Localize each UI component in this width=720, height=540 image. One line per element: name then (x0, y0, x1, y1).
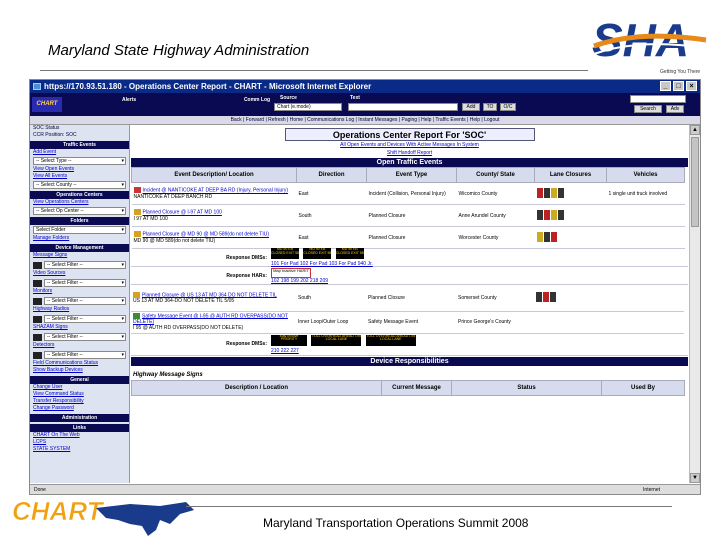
response-dms-label: Response DMSs: (226, 341, 267, 347)
search-input[interactable] (630, 95, 686, 103)
browser-title-bar (30, 80, 700, 93)
table-row[interactable] (132, 205, 685, 227)
sha-logo-text: SHA (592, 14, 690, 66)
event-type: Planned Closure (366, 285, 456, 311)
event-vehicles (607, 205, 685, 227)
col-event-description[interactable]: Event Description/ Location (132, 168, 297, 183)
message-signs-table (131, 380, 685, 396)
dms-sign[interactable]: MD 90 EB CLOSED EXIT 58 (303, 248, 331, 259)
scroll-up-icon[interactable]: ▲ (690, 125, 700, 135)
chart-logo-text: CHART (12, 496, 103, 526)
monitor-icon (33, 298, 42, 305)
shazam-icon (33, 334, 42, 341)
event-link[interactable]: Planned Closure @ MD 90 @ MD 589(do not delete TIU) (142, 231, 270, 238)
planned-closure-icon (134, 209, 141, 215)
dms-id-links[interactable]: 210 222 227 (271, 347, 299, 354)
event-type: Incident (Collision, Personal Injury) (367, 183, 457, 205)
dms-sign[interactable]: TOLL OVERHEAD AHEAD I-95 LOCAL LANE (311, 335, 361, 346)
event-type: Safety Message Event (366, 311, 456, 333)
signs-header-row (132, 380, 685, 395)
advanced-search-button[interactable]: Adv (666, 105, 684, 113)
response-dms-label: Response DMSs: (226, 254, 267, 261)
report-main (131, 125, 688, 483)
open-events-table-continued (131, 285, 684, 334)
sha-logo-subtitle: Getting You There (660, 69, 701, 75)
transfer-responsibility-link[interactable]: Transfer Responsibility (33, 398, 84, 404)
view-command-status-link[interactable]: View Command Status (33, 391, 84, 397)
col-description-location[interactable]: Description / Location (132, 380, 382, 395)
add-button[interactable]: Add (462, 103, 480, 111)
view-open-events-link[interactable]: View Open Events (33, 166, 75, 172)
shazam-signs-link[interactable]: SHAZAM Signs (33, 324, 68, 330)
close-icon[interactable]: × (686, 81, 697, 91)
scroll-thumb[interactable] (691, 137, 699, 227)
message-signs-link[interactable]: Message Signs (33, 252, 68, 258)
general-header: General (30, 376, 129, 384)
response-har-label: Response HARs: (226, 272, 267, 279)
event-vehicles (607, 227, 685, 249)
event-type: Planned Closure (367, 205, 457, 227)
event-location: US 13 AT MD 364-DO NOT DELETE TIL 5/05 (133, 297, 235, 304)
op-center-select[interactable]: -- Select Op Center -- ▾ (33, 207, 126, 215)
ccr-position: CCR Position: SOC (33, 132, 77, 138)
view-operations-centers-link[interactable]: View Operations Centers (33, 199, 89, 205)
minimize-icon[interactable]: _ (660, 81, 671, 91)
title-divider (40, 70, 588, 71)
lane-closure-graphic (537, 210, 564, 220)
event-county: Worcester County (457, 227, 535, 249)
response-har-row (131, 267, 688, 285)
open-traffic-events-header: Open Traffic Events (131, 158, 688, 167)
col-status[interactable]: Status (452, 380, 602, 395)
radio-icon (33, 316, 42, 323)
sha-logo (588, 6, 712, 78)
folders-header: Folders (30, 217, 129, 225)
source-label: Source (280, 95, 297, 101)
col-event-type[interactable]: Event Type (367, 168, 457, 183)
chart-logo (10, 494, 200, 538)
to-button[interactable]: TO (483, 103, 497, 111)
app-toolbar[interactable]: Back | Forward | Refresh | Home | Communications Log | Instant Messages | Paging | Help | Traffic Events | Help | Logout (30, 116, 700, 125)
event-vehicles (606, 311, 684, 333)
planned-closure-icon (133, 292, 140, 298)
har-message[interactable]: Map Inactive HARIT (271, 268, 311, 278)
dms-sign[interactable]: TOLL OVERHEAD AHEAD I-95 LOCAL LANE (366, 335, 416, 346)
lcps-link[interactable]: LCPS (33, 439, 47, 445)
video-sources-link[interactable]: Video Sources (33, 270, 66, 276)
event-direction: East (297, 183, 367, 205)
monitors-link[interactable]: Monitors (33, 288, 53, 294)
detector-icon (33, 352, 42, 359)
comm-log-text-input[interactable] (348, 103, 458, 111)
manage-folders-link[interactable]: Manage Folders (33, 235, 70, 241)
chart-web-link[interactable]: CHART On The Web (33, 432, 80, 438)
table-row[interactable] (132, 183, 685, 205)
event-vehicles (606, 285, 684, 311)
event-county: Anne Arundel County (457, 205, 535, 227)
state-system-link[interactable]: STATE SYSTEM (33, 446, 71, 452)
highway-radios-link[interactable]: Highway Radios (33, 306, 70, 312)
safety-message-icon (133, 313, 140, 319)
incident-icon (134, 187, 141, 193)
footer-text: Maryland Transportation Operations Summit 2008 (263, 516, 529, 530)
event-direction: South (297, 205, 367, 227)
event-county: Prince George's County (456, 311, 534, 333)
col-current-message[interactable]: Current Message (382, 380, 452, 395)
browser-title: https://170.93.51.180 - Operations Center Report - CHART - Microsoft Internet Explorer (44, 82, 372, 91)
shift-handoff-link[interactable]: Shift Handoff Report (386, 150, 433, 156)
scroll-down-icon[interactable]: ▼ (690, 473, 700, 483)
events-header-row (132, 168, 685, 183)
dms-id-links[interactable]: 101 For Pad 102 For Pad 103 For Pad 940 Jr. (271, 261, 373, 267)
event-location: I 97 AT MD 100 (133, 215, 168, 222)
vertical-scrollbar[interactable] (689, 125, 700, 483)
security-zone: Internet (643, 487, 660, 493)
response-dms-row-2 (131, 334, 688, 356)
message-sign-filter[interactable]: -- Select Filter -- ▾ (44, 261, 126, 269)
app-header (30, 93, 700, 116)
message-sign-icon (33, 262, 42, 269)
administration-header: Administration (30, 414, 129, 422)
footer-divider (186, 506, 672, 507)
status-text: Done (34, 487, 46, 493)
event-vehicles: 1 single unit truck involved (607, 183, 685, 205)
folder-select[interactable]: Select Folder ▾ (33, 226, 126, 234)
view-all-events-link[interactable]: View All Events (33, 173, 68, 179)
event-link[interactable]: Planned Closure @ US 13 AT MD 364 DO NOT DELETE TIL (142, 291, 277, 298)
event-county: Wicomico County (457, 183, 535, 205)
col-lane-closures[interactable]: Lane Closures (535, 168, 607, 183)
traffic-events-header: Traffic Events (30, 141, 129, 149)
ie-icon (33, 83, 41, 90)
event-direction: South (296, 285, 366, 311)
page-body (30, 125, 700, 483)
change-user-link[interactable]: Change User (33, 384, 63, 390)
video-source-filter[interactable]: -- Select Filter -- ▾ (44, 279, 126, 287)
device-management-header: Device Management (30, 244, 129, 252)
response-dms-row (131, 249, 688, 267)
dms-sign[interactable]: May Involve PRIORITY (271, 335, 307, 346)
highway-message-signs-title: Highway Message Signs (133, 371, 203, 378)
event-link[interactable]: Incident @ NANTICOKE AT DEEP BA RD (Injury, Personal Injury) (142, 187, 289, 194)
event-type: Planned Closure (367, 227, 457, 249)
dms-sign[interactable]: MD 90 EB CLOSED EXIT 58 (336, 248, 364, 259)
browser-window (29, 79, 701, 495)
source-select[interactable]: Chart (e.mode) (274, 103, 342, 111)
camera-icon (33, 280, 42, 287)
device-responsibilities-header: Device Responsibilities (131, 357, 688, 366)
radio-filter[interactable]: -- Select Filter -- ▾ (44, 315, 126, 323)
planned-closure-icon (134, 231, 141, 237)
lane-closure-graphic (536, 292, 556, 302)
dms-sign[interactable]: MD 90 EB CLOSED EXIT 58 (271, 248, 299, 259)
browser-status-bar (30, 484, 700, 494)
all-open-events-link[interactable]: All Open Events and Devices With Active Messages In System (340, 142, 479, 148)
search-button[interactable]: Search (634, 105, 662, 113)
slide-title: Maryland State Highway Administration (48, 42, 310, 59)
open-events-table (131, 167, 685, 249)
shazam-filter[interactable]: -- Select Filter -- ▾ (44, 333, 126, 341)
event-location: I 95 @ AUTH RD OVERPASS(DO NOT DELETE) (133, 325, 244, 332)
col-used-by[interactable]: Used By (602, 380, 685, 395)
oc-button[interactable]: O/C (500, 103, 516, 111)
maryland-map-icon (96, 502, 194, 536)
event-location: NANTICOKE AT DEEP BANCH RD (133, 193, 213, 200)
table-row[interactable] (131, 311, 684, 333)
monitor-filter[interactable]: -- Select Filter -- ▾ (44, 297, 126, 305)
event-direction: East (297, 227, 367, 249)
har-id-links[interactable]: 102 198 199 202 218 209 (271, 277, 328, 284)
county-select[interactable]: -- Select County -- ▾ (33, 181, 126, 189)
add-event-link[interactable]: Add Event (33, 149, 57, 155)
field-comm-link[interactable]: Field Communications Status (33, 360, 99, 366)
report-title: Operations Center Report For 'SOC' (285, 128, 535, 141)
event-county: Somerset County (456, 285, 534, 311)
soc-status: SOC Status (33, 125, 60, 131)
event-link[interactable]: Planned Closure @ I-97 AT MD 100 (142, 209, 222, 216)
col-direction[interactable]: Direction (297, 168, 367, 183)
event-direction: Inner Loop/Outer Loop (296, 311, 366, 333)
maximize-icon[interactable]: □ (673, 81, 684, 91)
sidebar (30, 125, 130, 483)
event-type-select[interactable]: -- Select Type -- ▾ (33, 157, 126, 165)
table-row[interactable] (132, 227, 685, 249)
alerts-label[interactable]: Alerts (122, 97, 137, 103)
event-location: MD 90 @ MD 589(do not delete TIU) (133, 237, 216, 244)
col-vehicles[interactable]: Vehicles (607, 168, 685, 183)
comm-log-label: Comm Log (243, 97, 271, 103)
links-header: Links (30, 424, 129, 432)
detector-filter[interactable]: -- Select Filter -- ▾ (44, 351, 126, 359)
text-label: Text (350, 95, 360, 101)
lane-closure-graphic (537, 232, 557, 242)
lane-closure-graphic (537, 188, 564, 198)
operations-centers-header: Operations Centers (30, 191, 129, 199)
col-county-state[interactable]: County/ State (457, 168, 535, 183)
detectors-link[interactable]: Detectors (33, 342, 55, 348)
show-backup-link[interactable]: Show Backup Devices (33, 367, 83, 373)
table-row[interactable] (131, 285, 684, 311)
change-password-link[interactable]: Change Password (33, 405, 74, 411)
chart-app-logo[interactable]: CHART (32, 97, 62, 112)
event-link[interactable]: Safety Message Event @ I-95 @ AUTH RD OVERPASS(DO NOT DELETE) (133, 313, 288, 326)
